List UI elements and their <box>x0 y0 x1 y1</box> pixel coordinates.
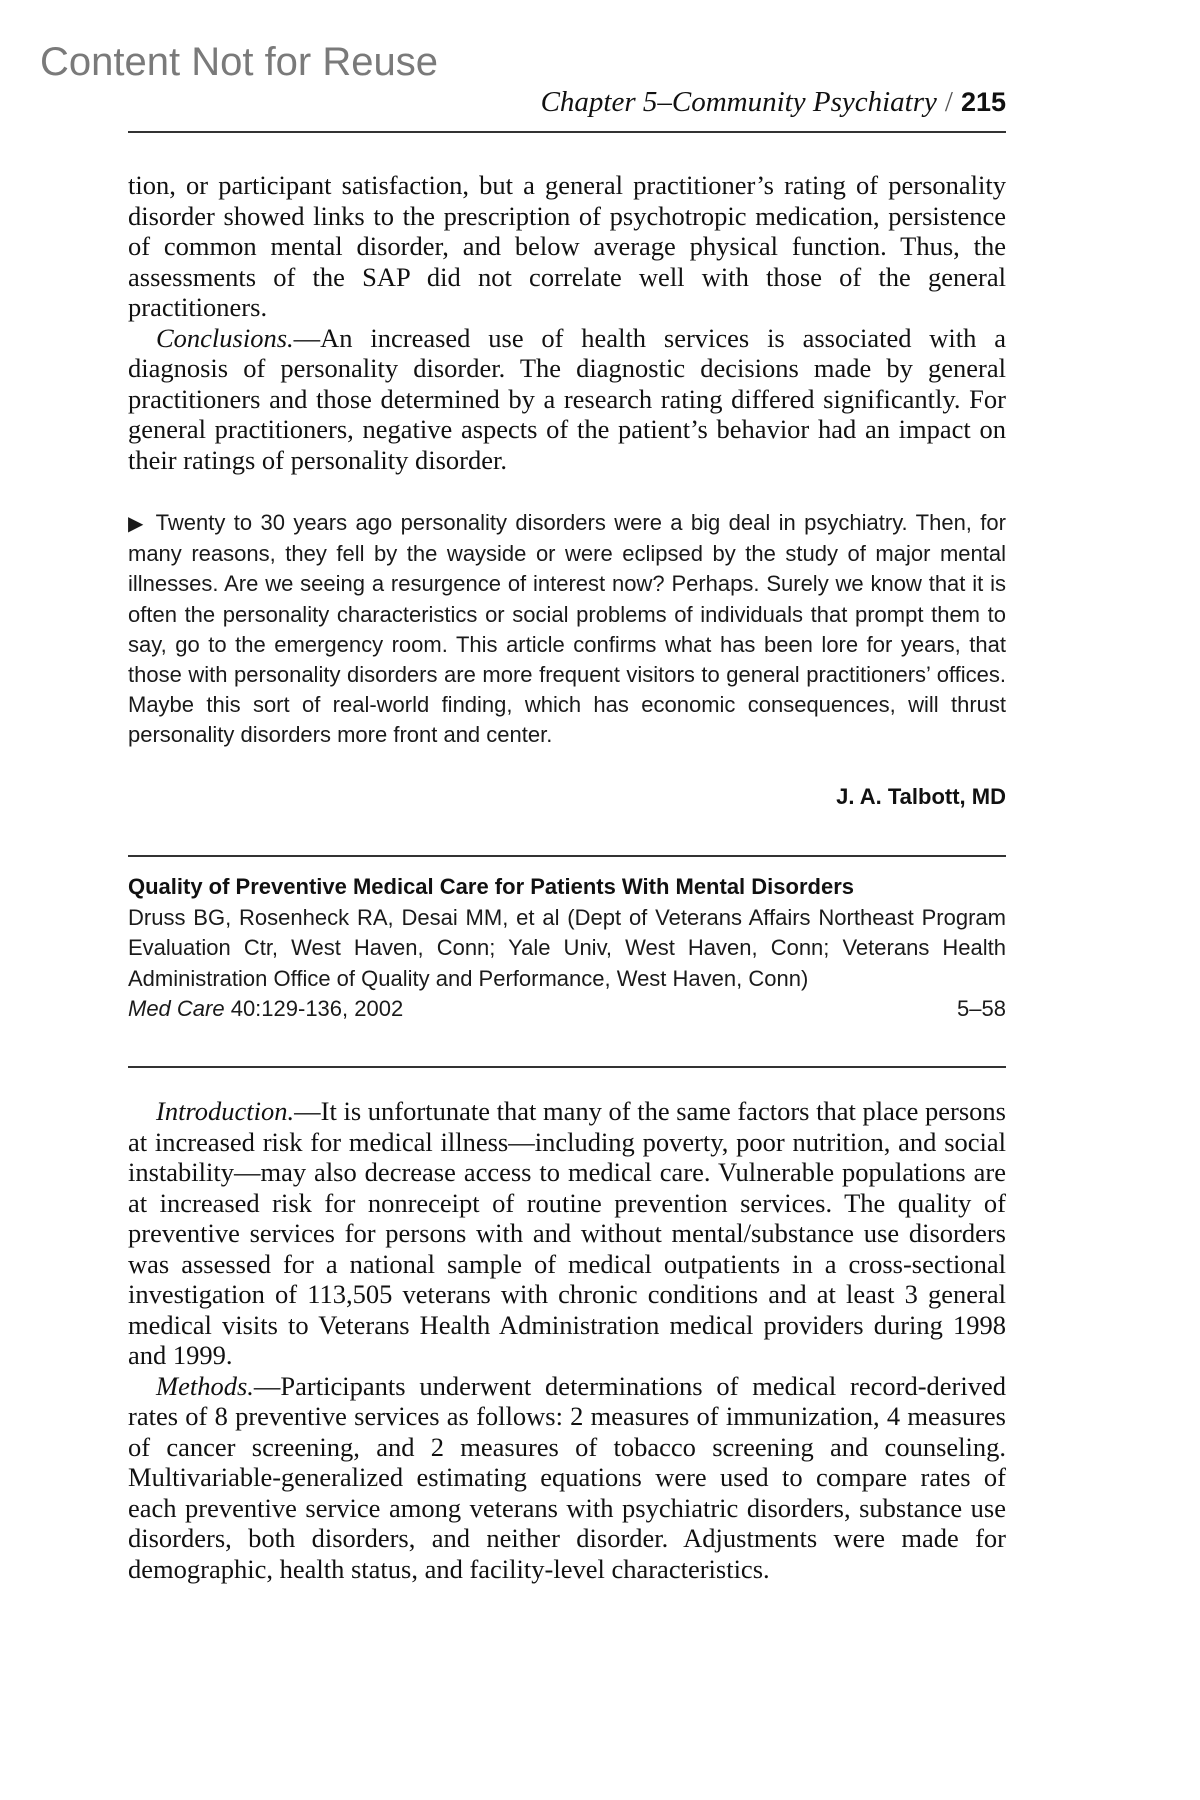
paragraph-results-continued: tion, or participant satisfaction, but a general practitioner’s rating of personality disorder showed links to the prescription of psychotropic medication, persistence of common mental disorder, and below average physical function. Thus, the assessments of the SAP did not correlate well with those of the general practitioners. <box>128 170 1006 322</box>
page-number: 215 <box>960 87 1006 117</box>
introduction-heading: Introduction. <box>156 1096 295 1126</box>
article-top-rule <box>128 855 1006 857</box>
conclusions-text: —An increased use of health services is associated with a diagnosis of personality disorder. The diagnostic decisions made by general practitioners and those determined by a research rating differed significantly. For general practitioners, negative aspects of the patient’s behavior had an impact on their ratings of personality disorder. <box>128 322 1006 475</box>
paragraph-methods <box>128 1371 1006 1585</box>
article-bottom-rule <box>128 1066 1006 1068</box>
article-code: 5–58 <box>957 996 1006 1021</box>
journal-name: Med Care <box>128 996 225 1021</box>
article-citation <box>128 872 1006 1025</box>
conclusions-heading: Conclusions. <box>156 322 294 353</box>
introduction-text: —It is unfortunate that many of the same factors that place persons at increased risk for medical illness—including poverty, poor nutrition, and social instability—may also decrease access to medical care. Vulnerable populations are at increased risk for nonreceipt of routine prevention services. The quality of preventive services for persons with and without mental/substance use disorders was assessed for a national sample of medical outpatients in a cross-sectional investigation of 113,505 veterans with chronic conditions and at least 3 general medical visits to Veterans Health Administration medical providers during 1998 and 1999. <box>128 1096 1006 1370</box>
article-abstract <box>128 1096 1006 1584</box>
continued-article-text <box>128 170 1006 475</box>
editor-commentary <box>128 508 1006 751</box>
paragraph-introduction <box>128 1096 1006 1371</box>
article-authors: Druss BG, Rosenheck RA, Desai MM, et al (Dept of Veterans Affairs Northeast Program Evaluation Ctr, West Haven, Conn; Yale Univ, West Haven, Conn; Veterans Health Administration Office of Quality and Performance, West Haven, Conn) <box>128 904 1006 991</box>
article-title: Quality of Preventive Medical Care for Patients With Mental Disorders <box>128 874 854 899</box>
methods-text: —Participants underwent determinations of medical record-derived rates of 8 preventive services as follows: 2 measures of immunization, 4 measures of cancer screening, and 2 measures of tobacco screening and counseling. Multivariable-generalized estimating equations were used to compare rates of each preventive service among veterans with psychiatric disorders, substance use disorders, both disorders, and neither disorder. Adjustments were made for demographic, health status, and facility-level characteristics. <box>128 1370 1006 1584</box>
watermark: Content Not for Reuse <box>40 40 438 84</box>
header-rule <box>128 131 1006 133</box>
chapter-title: Chapter 5–Community Psychiatry <box>540 86 937 118</box>
commentary-text: Twenty to 30 years ago personality disorders were a big deal in psychiatry. Then, for many reasons, they fell by the wayside or were eclipsed by the study of major mental illnesses. Are we seeing a resurgence of interest now? Perhaps. Surely we know that it is often the personality characteristics or social problems of individuals that prompt them to say, go to the emergency room. This article confirms what has been lore for years, that those with personality disorders are more frequent visitors to general practitioners’ offices. Maybe this sort of real-world finding, which has economic consequences, will thrust personality disorders more front and center. <box>128 510 1006 748</box>
journal-line <box>128 994 1006 1025</box>
header-separator: / <box>944 86 953 118</box>
methods-heading: Methods. <box>156 1370 254 1401</box>
commentary-arrow-icon: ▶ <box>128 513 146 535</box>
journal-volume: 40:129-136, 2002 <box>224 996 404 1021</box>
commentary-author: J. A. Talbott, MD <box>836 784 1006 809</box>
paragraph-conclusions <box>128 323 1006 476</box>
running-head <box>541 86 1006 119</box>
